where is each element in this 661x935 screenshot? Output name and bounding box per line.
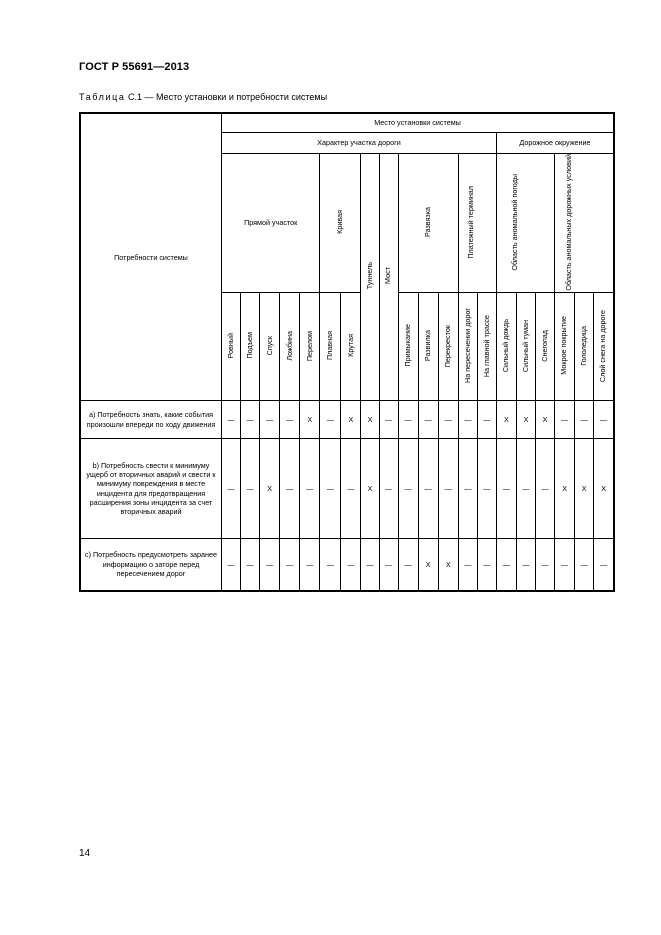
- table-cell: —: [398, 439, 418, 539]
- table-cell: —: [594, 401, 614, 439]
- table-cell: —: [516, 539, 535, 591]
- table-cell: —: [438, 439, 458, 539]
- table-cell: —: [477, 401, 496, 439]
- column-header: [555, 293, 575, 401]
- subheader-bridge: [379, 153, 398, 401]
- table-cell: —: [341, 539, 361, 591]
- column-label: Примыкание: [402, 324, 412, 367]
- column-label: На пересечении дорог: [462, 308, 472, 384]
- column-header: [594, 293, 614, 401]
- column-label: Снегопад: [539, 329, 549, 362]
- table-cell: X: [555, 439, 575, 539]
- table-cell: —: [477, 539, 496, 591]
- table-cell: —: [438, 401, 458, 439]
- column-header: [280, 293, 300, 401]
- column-header: [458, 293, 477, 401]
- subheader-bridge-label: Мост: [383, 267, 393, 285]
- table-cell: X: [594, 439, 614, 539]
- table-cell: —: [496, 439, 516, 539]
- column-label: Перелом: [304, 330, 314, 361]
- table-cell: —: [241, 539, 260, 591]
- table-cell: —: [222, 539, 241, 591]
- table-cell: —: [300, 439, 320, 539]
- table-cell: X: [418, 539, 438, 591]
- table-cell: —: [555, 401, 575, 439]
- subheader-toll-label: Платежный терминал: [466, 185, 476, 259]
- subheader-weather-label: Область аномальной погоды: [509, 173, 519, 271]
- table-cell: —: [418, 401, 438, 439]
- table-cell: —: [260, 539, 280, 591]
- table-cell: —: [379, 401, 398, 439]
- table-cell: —: [379, 439, 398, 539]
- table-cell: —: [241, 439, 260, 539]
- header-corner: Потребности системы: [80, 113, 222, 401]
- table-cell: —: [320, 539, 341, 591]
- table-cell: —: [320, 401, 341, 439]
- subheader-interchange-label: Развязка: [423, 206, 433, 237]
- table-cell: —: [398, 401, 418, 439]
- table-cell: —: [477, 439, 496, 539]
- caption-number: C.1: [128, 92, 143, 102]
- table-cell: X: [300, 401, 320, 439]
- column-header: [496, 293, 516, 401]
- table-cell: —: [458, 401, 477, 439]
- column-label: Плавная: [325, 331, 335, 361]
- table-cell: —: [575, 539, 594, 591]
- subheader-conditions-label: Область аномальных дорожных условий: [564, 153, 574, 291]
- caption-dash: —: [142, 92, 157, 102]
- table-cell: —: [341, 439, 361, 539]
- column-header: [300, 293, 320, 401]
- column-label: Развилка: [423, 330, 433, 362]
- table-cell: —: [280, 439, 300, 539]
- table-cell: —: [241, 401, 260, 439]
- requirements-table: [79, 112, 615, 592]
- subheader-curve-label: Кривая: [335, 209, 345, 234]
- column-label: Подъем: [244, 332, 254, 359]
- column-label: Сильный туман: [520, 319, 530, 372]
- table-cell: —: [594, 539, 614, 591]
- table-cell: X: [361, 439, 379, 539]
- column-header: [260, 293, 280, 401]
- column-label: Перекресток: [443, 324, 453, 367]
- column-label: Сильный дождь: [501, 319, 511, 373]
- caption-title: Место установки и потребности системы: [156, 92, 328, 102]
- column-header: [398, 293, 418, 401]
- column-header: [438, 293, 458, 401]
- column-header: [418, 293, 438, 401]
- table-cell: —: [458, 539, 477, 591]
- caption-label: Таблица: [79, 92, 126, 102]
- column-label: Мокрое покрытие: [559, 316, 569, 375]
- header-road-environment: Дорожное окружение: [496, 132, 614, 153]
- row-label-a: a) Потребность знать, какие события произошли впереди по ходу движения: [80, 401, 222, 439]
- table-cell: X: [536, 401, 555, 439]
- table-cell: X: [575, 439, 594, 539]
- table-cell: —: [361, 539, 379, 591]
- column-label: Слой снега на дороге: [598, 309, 608, 382]
- header-installation-place: Место установки системы: [222, 113, 614, 132]
- column-header: [222, 293, 241, 401]
- table-cell: —: [555, 539, 575, 591]
- subheader-straight: Прямой участок: [222, 153, 320, 293]
- table-cell: —: [458, 439, 477, 539]
- table-cell: —: [516, 439, 535, 539]
- table-cell: —: [575, 401, 594, 439]
- table-cell: X: [516, 401, 535, 439]
- table-cell: —: [300, 539, 320, 591]
- table-cell: X: [438, 539, 458, 591]
- column-header: [536, 293, 555, 401]
- table-cell: —: [222, 401, 241, 439]
- table-cell: —: [320, 439, 341, 539]
- column-label: На главной трассе: [481, 314, 491, 377]
- table-caption: [79, 92, 327, 102]
- document-header: ГОСТ Р 55691—2013: [79, 61, 190, 73]
- header-road-character: Характер участка дороги: [222, 132, 497, 153]
- subheader-tunnel-label: Туннель: [364, 262, 374, 290]
- column-header: [320, 293, 341, 401]
- table-cell: —: [398, 539, 418, 591]
- table-cell: X: [341, 401, 361, 439]
- column-label: Гололедица: [579, 325, 589, 366]
- column-label: Спуск: [264, 335, 274, 356]
- column-label: Ровный: [225, 332, 235, 359]
- column-label: Ложбина: [284, 330, 294, 361]
- table-cell: X: [260, 439, 280, 539]
- column-header: [516, 293, 535, 401]
- table-cell: —: [222, 439, 241, 539]
- subheader-weather: [496, 153, 554, 293]
- page-number: 14: [79, 848, 91, 859]
- table-cell: —: [418, 439, 438, 539]
- table-cell: —: [379, 539, 398, 591]
- column-label: Крутая: [345, 334, 355, 358]
- table-cell: —: [280, 401, 300, 439]
- column-header: [575, 293, 594, 401]
- row-label-c: c) Потребность предусмотреть заранее информацию о заторе перед пересечением дорог: [80, 539, 222, 591]
- row-label-b: b) Потребность свести к минимуму ущерб от вторичных аварий и свести к минимуму повреждения в месте инцидента для предотвращения расширения зоны инцидента за счет вторичных аварий: [80, 439, 222, 539]
- subheader-conditions: [555, 153, 614, 293]
- table-cell: —: [496, 539, 516, 591]
- column-header: [477, 293, 496, 401]
- column-header: [241, 293, 260, 401]
- subheader-curve: [320, 153, 361, 293]
- table-cell: —: [536, 439, 555, 539]
- subheader-tunnel: [361, 153, 379, 401]
- subheader-toll: [458, 153, 496, 293]
- column-header: [341, 293, 361, 401]
- table-cell: —: [260, 401, 280, 439]
- table-cell: X: [361, 401, 379, 439]
- table-cell: X: [496, 401, 516, 439]
- table-cell: —: [536, 539, 555, 591]
- table-cell: —: [280, 539, 300, 591]
- subheader-interchange: [398, 153, 458, 293]
